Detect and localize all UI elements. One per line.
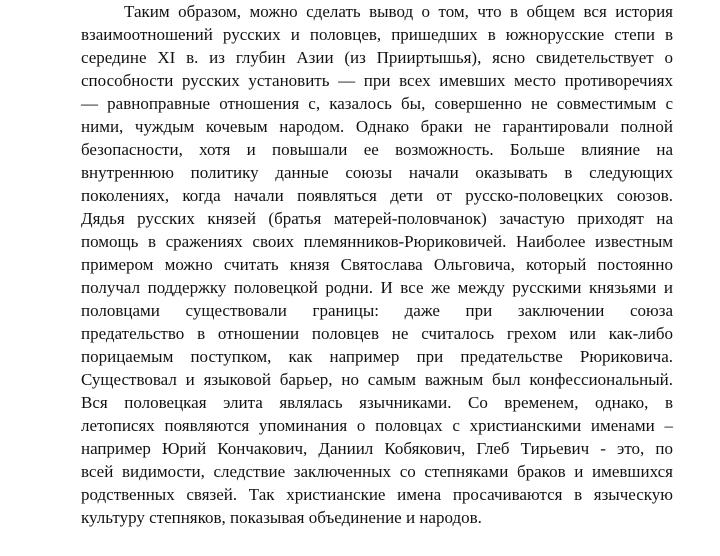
paragraph-line: ними, чуждым кочевым народом. Однако браки не гарантировали полной [81,117,673,136]
paragraph-line: всей видимости, следствие заключенных со степняками браков и имевшихся [81,462,673,481]
paragraph-line: например Юрий Кончакович, Даниил Кобякович, Глеб Тирьевич - это, по [81,439,673,458]
paragraph-line: Таким образом, можно сделать вывод о том, что в общем вся история [124,2,673,21]
paragraph-line: родственных связей. Так христианские имена просачиваются в языческую [81,485,673,504]
paragraph-line: предательство в отношении половцев не считалось грехом или как-либо [81,324,673,343]
paragraph-line: порицаемым поступком, как например при предательстве Рюриковича. [81,347,673,366]
paragraph-line: половцами существовали границы: даже при заключении союза [81,301,673,320]
paragraph-line: безопасности, хотя и повышали ее возможность. Больше влияние на [81,140,673,159]
paragraph-line: — равноправные отношения с, казалось бы, совершенно не совместимым с [81,94,673,113]
paragraph-line: Дядья русских князей (братья матерей-половчанок) зачастую приходят на [81,209,673,228]
paragraph-line: Существовал и языковой барьер, но самым важным был конфессиональный. [81,370,673,389]
paragraph-line: получал поддержку половецкой родни. И все же между русскими князьями и [81,278,673,297]
paragraph-line: помощь в сражениях своих племянников-Рюриковичей. Наиболее известным [81,232,673,251]
paragraph-line: летописях появляются упоминания о половцах с христианскими именами – [81,416,673,435]
paragraph-line: примером можно считать князя Святослава Ольговича, который постоянно [81,255,673,274]
paragraph-line: внутреннюю политику данные союзы начали оказывать в следующих [81,163,673,182]
paragraph-line: Вся половецкая элита являлась язычниками. Со временем, однако, в [81,393,673,412]
paragraph-line: поколениях, когда начали появляться дети от русско-половецких союзов. [81,186,673,205]
paragraph-line: культуру степняков, показывая объединение и народов. [81,508,482,527]
paragraph-line: середине XI в. из глубин Азии (из Прииртышья), ясно свидетельствует о [81,48,673,67]
paragraph-line: способности русских установить — при всех имевших место противоречиях [81,71,673,90]
paragraph-line: взаимоотношений русских и половцев, пришедших в южнорусские степи в [81,25,673,44]
